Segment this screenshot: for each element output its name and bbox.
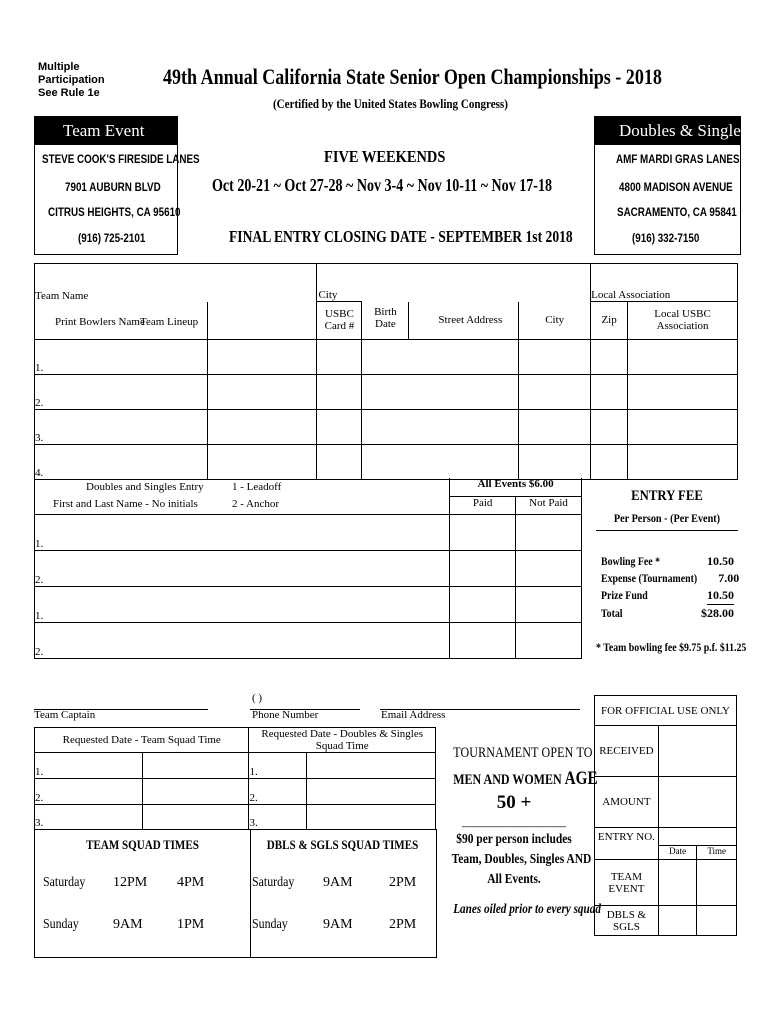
doubles-row <box>35 550 582 586</box>
doubles-names-label: First and Last Name - No initials <box>53 498 198 510</box>
bowler-row <box>35 409 738 444</box>
entry-fee-per: Per Person - (Per Event) <box>613 511 721 525</box>
left-center-line-1: STEVE COOK'S FIRESIDE LANES <box>42 152 200 166</box>
promo-all-events: All Events. <box>487 872 541 887</box>
five-weekends: FIVE WEEKENDS <box>324 147 446 166</box>
team-event-header: Team Event <box>63 121 145 140</box>
entry-fee-title: ENTRY FEE <box>631 488 703 504</box>
date-label: Date <box>375 317 396 330</box>
dbls-official-label: DBLS & SGLS <box>595 906 659 936</box>
right-center-line-3: SACRAMENTO, CA 95841 <box>617 205 737 219</box>
promo-open: TOURNAMENT OPEN TO <box>453 745 593 761</box>
dbls-squad-time: 9AM <box>323 917 353 932</box>
date-col-label: Date <box>658 846 697 860</box>
row-number: 2. <box>35 645 44 658</box>
usbc-label: USBC <box>325 308 354 321</box>
local-association-field[interactable] <box>591 264 738 302</box>
fee-item: Total $28.00 <box>601 606 734 620</box>
right-center-line-1: AMF MARDI GRAS LANES <box>616 152 740 166</box>
card-label: Card # <box>324 320 355 333</box>
team-name-label: Team Name <box>35 289 89 302</box>
email-label: Email Address <box>381 709 446 721</box>
row-number: 2. <box>249 792 258 804</box>
row-number: 3. <box>35 431 44 444</box>
doubles-row <box>35 622 582 658</box>
entry-fee-panel <box>596 488 738 531</box>
dbls-squad-times <box>249 829 437 958</box>
promo-lanes-oiled: Lanes oiled prior to every squad <box>453 902 601 917</box>
promo-includes: Team, Doubles, Singles AND <box>451 852 592 867</box>
leadoff-label: 1 - Leadoff <box>232 481 282 493</box>
anchor-label: 2 - Anchor <box>232 498 280 510</box>
team-squad-time: 12PM <box>113 875 148 890</box>
bowler-row <box>35 339 738 374</box>
promo-price: $90 per person includes <box>456 832 572 847</box>
dbls-squad-title: DBLS & SGLS SQUAD TIMES <box>266 837 419 852</box>
fee-item: Expense (Tournament) 7.00 <box>601 571 740 585</box>
entry-no-label: ENTRY NO. <box>595 828 659 860</box>
request-row <box>35 779 436 805</box>
phone-paren: ( ) <box>252 692 263 704</box>
team-squad-title: TEAM SQUAD TIMES <box>86 837 199 852</box>
team-lineup-label: Team Lineup <box>140 315 199 328</box>
team-squad-day: Sunday <box>43 917 79 932</box>
time-col-label: Time <box>697 846 737 860</box>
local-usbc-label: Local USBC Association <box>628 302 738 340</box>
multiple-participation-note <box>38 61 105 100</box>
city-col-label: City <box>519 302 591 340</box>
row-number: 2. <box>35 396 44 409</box>
dbls-request-label: Requested Date - Doubles & Singles Squad Time <box>249 728 436 753</box>
right-center-line-4: (916) 332-7150 <box>632 231 700 245</box>
right-center-line-2: 4800 MADISON AVENUE <box>619 180 733 194</box>
row-number: 1. <box>35 609 44 622</box>
city-label: City <box>318 289 338 301</box>
row-number: 3. <box>249 817 258 829</box>
team-event-official-label: TEAM EVENT <box>595 860 659 906</box>
amount-label: AMOUNT <box>595 777 659 828</box>
multiple-line-3: See Rule 1e <box>38 87 100 99</box>
team-captain-label: Team Captain <box>34 709 96 721</box>
multiple-line-1: Multiple <box>38 61 80 73</box>
paid-label: Paid <box>450 496 516 514</box>
city-field[interactable] <box>317 264 591 302</box>
closing-date: FINAL ENTRY CLOSING DATE - SEPTEMBER 1st 2018 <box>229 227 573 246</box>
zip-label: Zip <box>591 302 628 340</box>
left-center-line-2: 7901 AUBURN BLVD <box>65 180 161 194</box>
row-number: 1. <box>35 537 44 550</box>
doubles-entry-label: Doubles and Singles Entry <box>86 481 204 493</box>
promo-block <box>438 745 601 918</box>
tournament-dates: Oct 20-21 ~ Oct 27-28 ~ Nov 3-4 ~ Nov 10-11 ~ Nov 17-18 <box>212 175 552 195</box>
doubles-row <box>35 514 582 550</box>
row-number: 1. <box>35 766 44 778</box>
page-subtitle: (Certified by the United States Bowling Congress) <box>273 96 508 111</box>
dbls-squad-time: 9AM <box>323 875 353 890</box>
dbls-squad-time: 2PM <box>389 875 417 890</box>
doubles-singles-header: Doubles & Singles <box>619 121 748 140</box>
team-squad-time: 9AM <box>113 917 143 932</box>
row-number: 2. <box>35 792 44 804</box>
promo-50: 50 + <box>496 792 532 813</box>
fee-item: Bowling Fee * 10.50 <box>601 554 734 568</box>
promo-age: MEN AND WOMEN AGE <box>453 768 598 789</box>
street-address-label: Street Address <box>438 314 503 326</box>
local-association-label: Local Association <box>591 289 671 301</box>
row-number: 1. <box>35 361 44 374</box>
not-paid-label: Not Paid <box>516 496 582 514</box>
bowler-row <box>35 444 738 479</box>
birth-label: Birth <box>374 305 397 318</box>
row-number: 3. <box>35 817 44 829</box>
left-center-line-4: (916) 725-2101 <box>78 231 146 245</box>
official-title: FOR OFFICIAL USE ONLY <box>595 696 737 726</box>
official-use-table <box>594 695 737 936</box>
team-entry-table <box>34 263 738 480</box>
doubles-entry-table <box>34 478 582 659</box>
promo-dash: ———————— <box>462 818 566 833</box>
dbls-squad-time: 2PM <box>389 917 417 932</box>
received-label: RECEIVED <box>595 726 659 777</box>
row-number: 4. <box>35 466 44 479</box>
left-center-line-3: CITRUS HEIGHTS, CA 95610 <box>48 205 181 219</box>
request-row <box>35 805 436 830</box>
team-fee-note: * Team bowling fee $9.75 p.f. $11.25 <box>596 640 747 654</box>
dbls-squad-day: Sunday <box>252 917 288 932</box>
bowler-row <box>35 374 738 409</box>
multiple-line-2: Participation <box>38 74 105 86</box>
team-squad-day: Saturday <box>43 875 86 890</box>
team-request-label: Requested Date - Team Squad Time <box>35 728 249 753</box>
phone-label: Phone Number <box>252 709 319 721</box>
team-squad-times <box>34 829 251 958</box>
row-number: 2. <box>35 573 44 586</box>
team-squad-time: 4PM <box>177 875 205 890</box>
print-names-label: Print Bowlers Name <box>55 315 145 328</box>
team-squad-time: 1PM <box>177 917 205 932</box>
fee-list <box>601 553 740 622</box>
dbls-squad-day: Saturday <box>252 875 295 890</box>
row-number: 1. <box>249 766 258 778</box>
fee-item: Prize Fund 10.50 <box>601 587 734 605</box>
requests-table <box>34 727 436 830</box>
request-row <box>35 753 436 779</box>
all-events-label: All Events $6.00 <box>450 478 582 496</box>
page-title: 49th Annual California State Senior Open Championships - 2018 <box>163 64 662 89</box>
team-name-field[interactable] <box>35 264 317 302</box>
doubles-row <box>35 586 582 622</box>
